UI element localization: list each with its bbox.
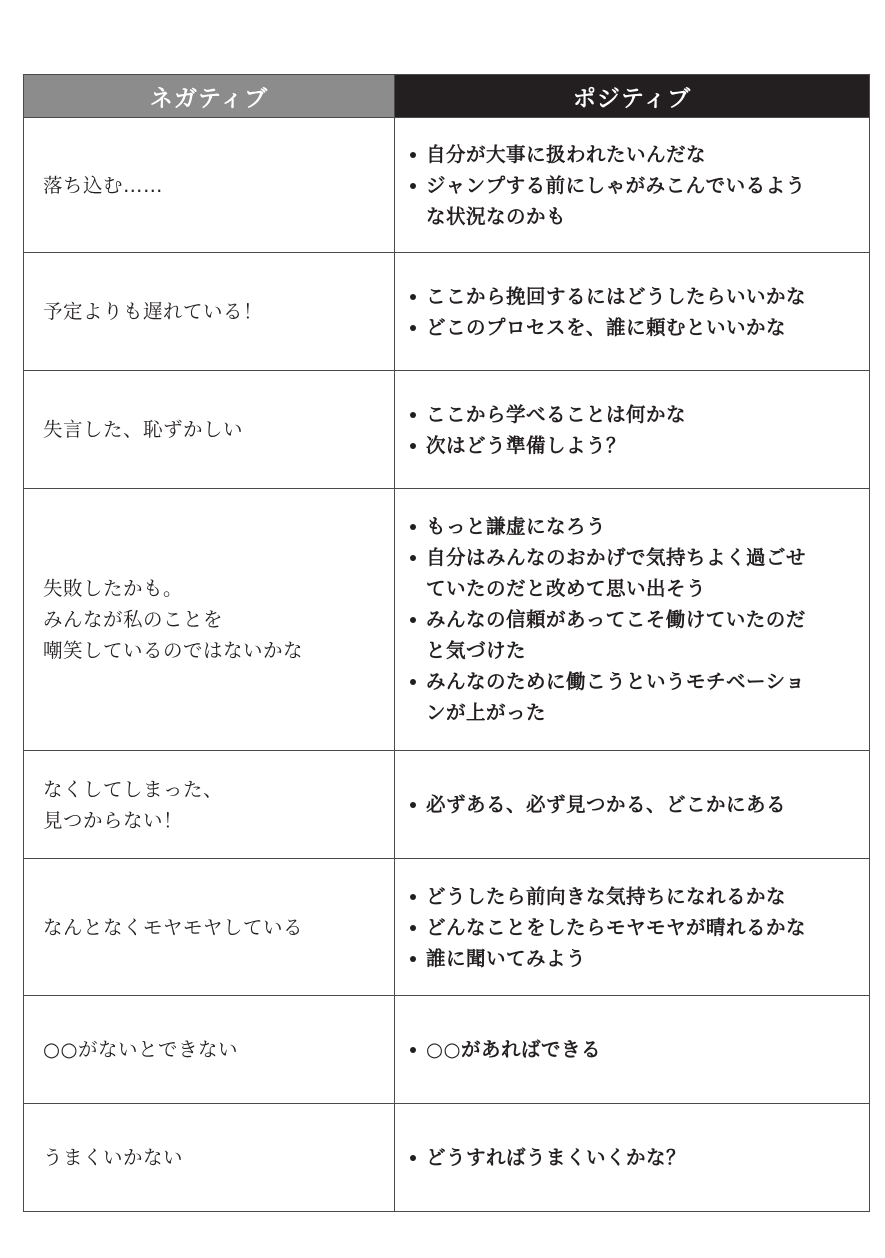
positive-item: [408, 666, 855, 728]
positive-text: どうしたら前向きな気持ちになれるかな: [426, 884, 787, 908]
negative-cell: [24, 1104, 395, 1212]
negative-text: なくしてしまった、: [43, 777, 224, 801]
positive-text: ここから学べることは何かな: [426, 402, 687, 426]
positive-cell: [395, 371, 870, 489]
positive-item: [408, 912, 855, 943]
table-row: [24, 751, 870, 859]
negative-header: ネガティブ: [24, 75, 395, 118]
negative-cell: [24, 371, 395, 489]
negative-cell: [24, 859, 395, 996]
positive-text: どこのプロセスを、誰に頼むといいかな: [426, 315, 787, 339]
positive-text: 次はどう準備しよう？: [426, 433, 627, 457]
positive-text: ジャンプする前にしゃがみこんでいるよう: [426, 173, 806, 197]
positive-text: 自分はみんなのおかげで気持ちよく過ごせ: [426, 546, 807, 569]
negative-text: 見つからない！: [43, 808, 184, 832]
positive-list: [408, 139, 855, 232]
table-row: [24, 253, 870, 371]
positive-list: [408, 281, 855, 343]
positive-list: [408, 511, 855, 728]
positive-list: [408, 1034, 855, 1065]
positive-item: [408, 139, 855, 170]
negative-text: なんとなくモヤモヤしている: [43, 915, 304, 939]
positive-item: [408, 604, 855, 666]
positive-header: ポジティブ: [395, 75, 870, 118]
positive-cell: [395, 253, 870, 371]
positive-cell: [395, 489, 870, 751]
positive-list: [408, 399, 855, 461]
negative-cell: [24, 118, 395, 253]
positive-item: [408, 170, 855, 232]
positive-item: [408, 430, 855, 461]
positive-cell: [395, 996, 870, 1104]
positive-list: [408, 789, 855, 820]
negative-text: みんなが私のことを: [43, 608, 224, 631]
positive-text: ンが上がった: [426, 701, 547, 724]
table-row: [24, 996, 870, 1104]
negative-text: ○○がないとできない: [43, 1038, 239, 1061]
positive-item: [408, 312, 855, 343]
negative-cell: [24, 253, 395, 371]
negative-text: 落ち込む……: [43, 173, 164, 197]
positive-text: みんなの信頼があってこそ働けていたのだ: [426, 608, 806, 631]
negative-text: 予定よりも遅れている！: [43, 300, 264, 323]
positive-text: ていたのだと改めて思い出そう: [426, 577, 707, 600]
positive-item: [408, 281, 855, 312]
table-row: [24, 1104, 870, 1212]
table-row: [24, 859, 870, 996]
table-row: [24, 371, 870, 489]
positive-text: みんなのために働こうというモチベーショ: [426, 670, 806, 693]
positive-text: どんなことをしたらモヤモヤが晴れるかな: [426, 915, 807, 939]
positive-text: もっと謙虚になろう: [426, 515, 607, 538]
negative-cell: [24, 751, 395, 859]
positive-text: 必ずある、必ず見つかる、どこかにある: [426, 793, 787, 816]
table-row: [24, 489, 870, 751]
positive-list: [408, 881, 855, 974]
positive-item: [408, 1034, 855, 1065]
positive-text: 誰に聞いてみよう: [426, 946, 587, 970]
positive-item: [408, 1142, 855, 1173]
positive-item: [408, 881, 855, 912]
header-row: [24, 75, 870, 118]
negative-cell: [24, 996, 395, 1104]
positive-item: [408, 399, 855, 430]
positive-text: ここから挽回するにはどうしたらいいかな: [426, 284, 807, 308]
positive-list: [408, 1142, 855, 1173]
positive-item: [408, 943, 855, 974]
table-row: [24, 118, 870, 253]
positive-item: [408, 511, 855, 542]
negative-text: 嘲笑しているのではないかな: [43, 639, 304, 662]
negative-cell: [24, 489, 395, 751]
negative-text: 失言した、恥ずかしい: [43, 418, 244, 441]
positive-text: 自分が大事に扱われたいんだな: [426, 142, 707, 166]
positive-text: な状況なのかも: [426, 204, 567, 228]
positive-cell: [395, 751, 870, 859]
positive-text: ○○があればできる: [426, 1038, 602, 1061]
positive-item: [408, 789, 855, 820]
negative-text: うまくいかない: [43, 1146, 184, 1169]
reframing-table: [23, 74, 870, 1212]
positive-text: どうすればうまくいくかな？: [426, 1146, 687, 1169]
positive-text: と気づけた: [426, 639, 527, 662]
positive-cell: [395, 118, 870, 253]
negative-text: 失敗したかも。: [43, 577, 184, 600]
positive-item: [408, 542, 855, 604]
positive-cell: [395, 1104, 870, 1212]
positive-cell: [395, 859, 870, 996]
